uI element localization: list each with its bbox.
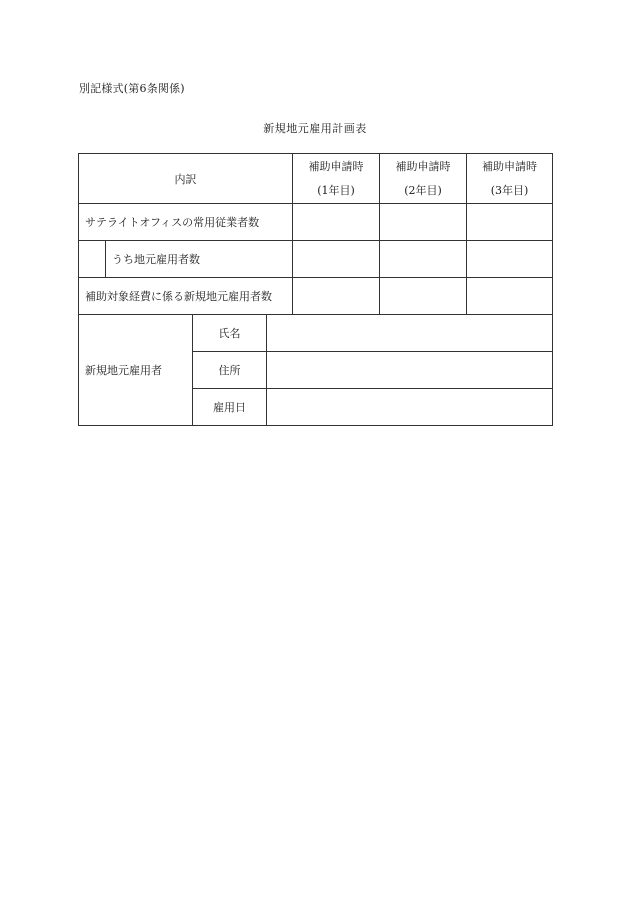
row-label-local-hires: うち地元雇用者数 xyxy=(106,241,293,278)
address-field-label: 住所 xyxy=(193,352,267,389)
employees-year-3-cell[interactable] xyxy=(467,204,553,241)
new-hires-year-1-cell[interactable] xyxy=(293,278,380,315)
new-hires-year-3-cell[interactable] xyxy=(467,278,553,315)
employees-year-1-cell[interactable] xyxy=(293,204,380,241)
year-2-sub: (2年目) xyxy=(404,183,442,197)
new-local-hire-label: 新規地元雇用者 xyxy=(79,315,193,426)
hire-date-field-label: 雇用日 xyxy=(193,389,267,426)
table-row xyxy=(79,278,553,315)
new-hires-year-2-cell[interactable] xyxy=(380,278,467,315)
document-title: 新規地元雇用計画表 xyxy=(263,122,367,135)
local-hires-year-2-cell[interactable] xyxy=(380,241,467,278)
local-hires-year-1-cell[interactable] xyxy=(293,241,380,278)
name-field-cell[interactable] xyxy=(267,315,553,352)
header-row xyxy=(79,154,553,204)
local-hires-year-3-cell[interactable] xyxy=(467,241,553,278)
year-3-sub: (3年目) xyxy=(490,183,529,197)
row-label-employees: サテライトオフィスの常用従業者数 xyxy=(79,204,293,241)
employees-year-2-cell[interactable] xyxy=(380,204,467,241)
year-2-header xyxy=(380,154,467,204)
year-3-header xyxy=(467,154,553,204)
address-field-cell[interactable] xyxy=(267,352,553,389)
indent-spacer xyxy=(79,241,106,278)
year-1-sub: (1年目) xyxy=(317,183,355,197)
table-row xyxy=(79,315,553,352)
table-row xyxy=(79,204,553,241)
row-label-new-local-hires: 補助対象経費に係る新規地元雇用者数 xyxy=(79,278,293,315)
year-2-label: 補助申請時 xyxy=(395,159,451,173)
name-field-label: 氏名 xyxy=(193,315,267,352)
employment-plan-table xyxy=(78,153,553,426)
year-1-header xyxy=(293,154,380,204)
hire-date-field-cell[interactable] xyxy=(267,389,553,426)
year-1-label: 補助申請時 xyxy=(308,159,364,173)
form-label: 別記様式(第6条関係) xyxy=(79,82,185,95)
breakdown-header: 内訳 xyxy=(79,154,293,204)
year-3-label: 補助申請時 xyxy=(482,159,537,173)
table-row xyxy=(79,241,553,278)
